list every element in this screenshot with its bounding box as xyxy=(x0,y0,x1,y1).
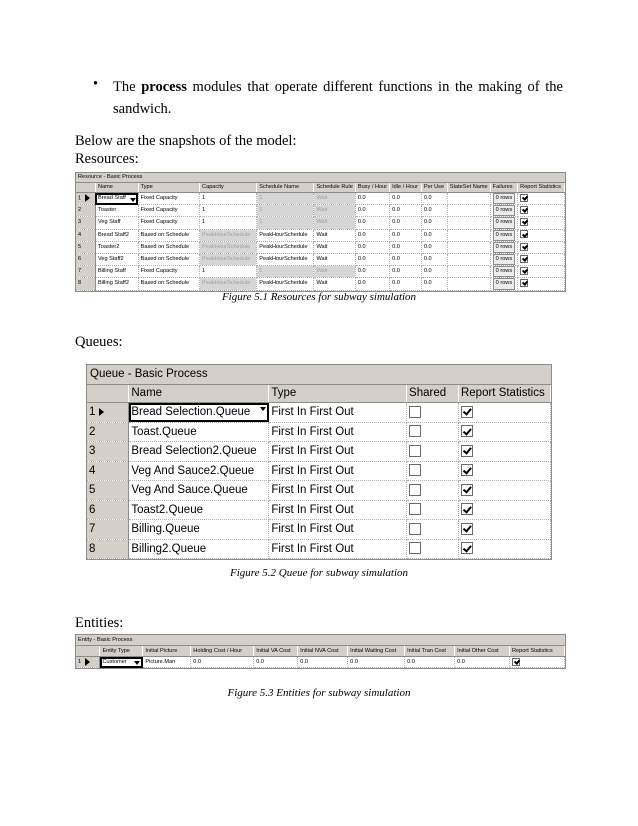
resource-row[interactable] xyxy=(76,254,565,266)
column-header[interactable]: Entity Type xyxy=(100,646,143,657)
cell-rule[interactable]: Wait xyxy=(314,278,355,290)
cell-rule[interactable]: Wait xyxy=(314,217,355,229)
cell-name[interactable]: Veg And Sauce2.Queue xyxy=(129,461,269,481)
cell-report-statistics[interactable] xyxy=(518,217,565,229)
column-header[interactable]: Schedule Rule xyxy=(314,183,355,193)
cell-busy[interactable]: 0.0 xyxy=(355,278,389,290)
cell-busy[interactable]: 0.0 xyxy=(355,254,389,266)
cell-shared[interactable] xyxy=(407,539,459,559)
cell-capacity[interactable]: 1 xyxy=(200,266,257,278)
row-number: 4 xyxy=(78,231,82,238)
report-statistics-checkbox[interactable] xyxy=(520,255,528,263)
row-number: 6 xyxy=(78,256,82,263)
cell-name[interactable]: Toast.Queue xyxy=(129,422,269,442)
cell-type[interactable]: Based on Schedule xyxy=(138,241,199,253)
queue-grid-title: Queue - Basic Process xyxy=(87,365,551,385)
column-header[interactable] xyxy=(87,385,129,403)
report-statistics-checkbox[interactable] xyxy=(520,279,528,287)
row-number: 5 xyxy=(89,484,96,496)
queue-row[interactable] xyxy=(87,403,551,423)
figure-5-1-caption: Figure 5.1 Resources for subway simulation xyxy=(221,291,417,303)
resource-table xyxy=(76,183,565,291)
row-header[interactable] xyxy=(76,254,95,266)
cell-stateset[interactable] xyxy=(447,266,490,278)
row-header[interactable] xyxy=(87,442,129,462)
cell-stateset[interactable] xyxy=(447,217,490,229)
dropdown-arrow-icon[interactable] xyxy=(130,198,136,202)
report-statistics-checkbox[interactable] xyxy=(512,658,520,666)
cell-holding[interactable]: 0.0 xyxy=(191,657,254,668)
cell-type[interactable]: First In First Out xyxy=(269,481,407,501)
column-header[interactable]: Busy / Hour xyxy=(355,183,389,193)
cell-failures[interactable] xyxy=(490,217,517,229)
cell-peruse[interactable]: 0.0 xyxy=(421,193,447,205)
cell-report-statistics[interactable] xyxy=(458,481,550,501)
cell-report-statistics[interactable] xyxy=(518,254,565,266)
row-number: 1 xyxy=(89,406,96,418)
row-header[interactable] xyxy=(76,217,95,229)
cell-idle[interactable]: 0.0 xyxy=(390,254,422,266)
column-header[interactable] xyxy=(76,183,95,193)
cell-idle[interactable]: 0.0 xyxy=(390,241,422,253)
cell-stateset[interactable] xyxy=(447,241,490,253)
cell-failures[interactable] xyxy=(490,193,517,205)
cell-busy[interactable]: 0.0 xyxy=(355,217,389,229)
row-number: 1 xyxy=(78,195,82,202)
cell-idle[interactable]: 0.0 xyxy=(390,205,422,217)
current-row-indicator-icon xyxy=(99,408,104,416)
cell-report-statistics[interactable] xyxy=(458,461,550,481)
column-header[interactable]: Failures xyxy=(490,183,517,193)
cell-capacity[interactable]: 1 xyxy=(200,193,257,205)
report-statistics-checkbox[interactable] xyxy=(461,542,473,554)
failures-rows-button[interactable]: 0 rows xyxy=(493,278,515,289)
queue-row[interactable] xyxy=(87,461,551,481)
cell-type[interactable]: First In First Out xyxy=(269,403,407,423)
resource-row[interactable] xyxy=(76,229,565,241)
cell-report-statistics[interactable] xyxy=(458,422,550,442)
column-header[interactable] xyxy=(76,646,100,657)
cell-name[interactable]: Bread Staff2 xyxy=(95,229,138,241)
cell-type[interactable]: First In First Out xyxy=(269,539,407,559)
cell-idle[interactable]: 0.0 xyxy=(390,229,422,241)
report-statistics-checkbox[interactable] xyxy=(461,406,473,418)
dropdown-arrow-icon[interactable] xyxy=(260,407,266,411)
cell-idle[interactable]: 0.0 xyxy=(390,217,422,229)
row-number: 7 xyxy=(78,268,82,275)
row-header[interactable] xyxy=(87,461,129,481)
column-header[interactable]: Type xyxy=(138,183,199,193)
cell-type[interactable]: Based on Schedule xyxy=(138,229,199,241)
cell-report-statistics[interactable] xyxy=(518,193,565,205)
cell-schedule[interactable]: PeakHourSchedule xyxy=(257,229,314,241)
cell-idle[interactable]: 0.0 xyxy=(390,278,422,290)
cell-peruse[interactable]: 0.0 xyxy=(421,217,447,229)
queue-row[interactable] xyxy=(87,520,551,540)
cell-rule[interactable]: Wait xyxy=(314,254,355,266)
cell-shared[interactable] xyxy=(407,403,459,423)
queue-row[interactable] xyxy=(87,422,551,442)
cell-name[interactable]: Veg Staff2 xyxy=(95,254,138,266)
column-header[interactable]: Name xyxy=(129,385,269,403)
cell-name[interactable]: Billing.Queue xyxy=(129,520,269,540)
cell-peruse[interactable]: 0.0 xyxy=(421,205,447,217)
report-statistics-checkbox[interactable] xyxy=(520,267,528,275)
column-header[interactable]: Type xyxy=(269,385,407,403)
queue-row[interactable] xyxy=(87,442,551,462)
resource-row[interactable] xyxy=(76,278,565,290)
cell-rule[interactable]: Wait xyxy=(314,229,355,241)
queue-row[interactable] xyxy=(87,500,551,520)
cell-schedule[interactable]: PeakHourSchedule xyxy=(257,254,314,266)
cell-type[interactable]: Based on Schedule xyxy=(138,278,199,290)
cell-rule[interactable]: Wait xyxy=(314,205,355,217)
cell-report-statistics[interactable] xyxy=(518,266,565,278)
resource-header-row xyxy=(76,183,565,193)
cell-type[interactable]: First In First Out xyxy=(269,500,407,520)
row-header[interactable] xyxy=(76,657,100,668)
cell-report-statistics[interactable] xyxy=(518,241,565,253)
cell-report-statistics[interactable] xyxy=(518,229,565,241)
queue-grid xyxy=(86,364,552,560)
column-header[interactable]: Initial Picture xyxy=(143,646,191,657)
row-header[interactable] xyxy=(76,193,95,205)
bullet-marker: • xyxy=(93,76,99,92)
shared-checkbox[interactable] xyxy=(409,445,421,457)
report-statistics-checkbox[interactable] xyxy=(520,194,528,202)
resource-row[interactable] xyxy=(76,217,565,229)
cell-schedule[interactable]: 1 xyxy=(257,266,314,278)
entity-header-row xyxy=(76,646,565,657)
queue-header-row xyxy=(87,385,551,403)
cell-peruse[interactable]: 0.0 xyxy=(421,241,447,253)
report-statistics-checkbox[interactable] xyxy=(461,445,473,457)
row-header[interactable] xyxy=(76,229,95,241)
shared-checkbox[interactable] xyxy=(409,542,421,554)
cell-rule[interactable]: Wait xyxy=(314,266,355,278)
row-header[interactable] xyxy=(76,266,95,278)
queue-row[interactable] xyxy=(87,539,551,559)
cell-name[interactable]: Bread Staff xyxy=(95,193,138,205)
cell-picture[interactable]: Picture.Man xyxy=(143,657,191,668)
cell-entity_type[interactable]: Customer xyxy=(100,657,143,668)
cell-schedule[interactable]: 1 xyxy=(257,205,314,217)
cell-schedule[interactable]: PeakHourSchedule xyxy=(257,241,314,253)
cell-report-statistics[interactable] xyxy=(458,442,550,462)
cell-type[interactable]: First In First Out xyxy=(269,442,407,462)
cell-schedule[interactable]: PeakHourSchedule xyxy=(257,278,314,290)
row-header[interactable] xyxy=(76,241,95,253)
figure-5-3-caption: Figure 5.3 Entities for subway simulation xyxy=(227,687,411,699)
cell-type[interactable]: Fixed Capacity xyxy=(138,217,199,229)
resource-row[interactable] xyxy=(76,205,565,217)
cell-capacity[interactable]: PeakHourSchedule xyxy=(200,278,257,290)
cell-shared[interactable] xyxy=(407,461,459,481)
cell-failures[interactable] xyxy=(490,254,517,266)
column-header[interactable]: Initial Tran Cost xyxy=(405,646,455,657)
report-statistics-checkbox[interactable] xyxy=(461,484,473,496)
column-header[interactable]: Initial VA Cost xyxy=(254,646,298,657)
entity-grid xyxy=(75,634,566,669)
row-header[interactable] xyxy=(87,539,129,559)
failures-rows-button[interactable]: 0 rows xyxy=(493,242,515,253)
failures-rows-button[interactable]: 0 rows xyxy=(493,193,515,204)
current-row-indicator-icon xyxy=(85,658,90,666)
cell-report-statistics[interactable] xyxy=(458,403,550,423)
row-number: 5 xyxy=(78,243,82,250)
cell-report-statistics[interactable] xyxy=(518,278,565,290)
cell-name[interactable]: Toaster xyxy=(95,205,138,217)
column-header[interactable]: Initial Other Cost xyxy=(455,646,510,657)
entities-heading: Entities: xyxy=(75,615,124,631)
cell-shared[interactable] xyxy=(407,481,459,501)
column-header[interactable]: Schedule Name xyxy=(257,183,314,193)
cell-stateset[interactable] xyxy=(447,205,490,217)
report-statistics-checkbox[interactable] xyxy=(461,464,473,476)
cell-type[interactable]: Fixed Capacity xyxy=(138,205,199,217)
cell-name[interactable]: Veg And Sauce.Queue xyxy=(129,481,269,501)
row-header[interactable] xyxy=(76,278,95,290)
report-statistics-checkbox[interactable] xyxy=(461,523,473,535)
row-header[interactable] xyxy=(87,422,129,442)
cell-type[interactable]: Fixed Capacity xyxy=(138,266,199,278)
dropdown-arrow-icon[interactable] xyxy=(134,661,140,665)
bullet-text-pre: The xyxy=(113,79,142,95)
cell-capacity[interactable]: PeakHourSchedule xyxy=(200,254,257,266)
cell-idle[interactable]: 0.0 xyxy=(390,266,422,278)
cell-type[interactable]: First In First Out xyxy=(269,422,407,442)
resource-row[interactable] xyxy=(76,241,565,253)
cell-busy[interactable]: 0.0 xyxy=(355,241,389,253)
column-header[interactable]: Shared xyxy=(407,385,459,403)
cell-shared[interactable] xyxy=(407,422,459,442)
row-header[interactable] xyxy=(87,481,129,501)
bullet-paragraph xyxy=(113,76,563,120)
bullet-text-post: modules that operate different functions in the making of the sandwich. xyxy=(113,79,563,117)
cell-stateset[interactable] xyxy=(447,193,490,205)
cell-shared[interactable] xyxy=(407,442,459,462)
cell-name[interactable]: Billing Staff2 xyxy=(95,278,138,290)
row-number: 8 xyxy=(78,280,82,287)
cell-report-statistics[interactable] xyxy=(458,500,550,520)
cell-failures[interactable] xyxy=(490,266,517,278)
cell-name[interactable]: Bread Selection2.Queue xyxy=(129,442,269,462)
report-statistics-checkbox[interactable] xyxy=(520,218,528,226)
cell-stateset[interactable] xyxy=(447,229,490,241)
row-number: 4 xyxy=(89,464,96,477)
cell-name[interactable]: Billing2.Queue xyxy=(129,539,269,559)
cell-name[interactable]: Toast2.Queue xyxy=(129,500,269,520)
cell-busy[interactable]: 0.0 xyxy=(355,266,389,278)
cell-waiting[interactable]: 0.0 xyxy=(348,657,405,668)
column-header[interactable]: Report Statistics xyxy=(518,183,565,193)
row-number: 6 xyxy=(89,503,96,516)
report-statistics-checkbox[interactable] xyxy=(461,503,473,515)
report-statistics-checkbox[interactable] xyxy=(461,425,473,437)
row-number: 7 xyxy=(89,523,96,535)
shared-checkbox[interactable] xyxy=(409,464,421,476)
shared-checkbox[interactable] xyxy=(409,406,421,418)
cell-report-statistics[interactable] xyxy=(458,539,550,559)
column-header[interactable]: Initial NVA Cost xyxy=(298,646,348,657)
cell-report-statistics[interactable] xyxy=(458,520,550,540)
intro-text: Below are the snapshots of the model: xyxy=(75,133,297,149)
cell-failures[interactable] xyxy=(490,205,517,217)
cell-failures[interactable] xyxy=(490,278,517,290)
shared-checkbox[interactable] xyxy=(409,523,421,535)
cell-report-statistics[interactable] xyxy=(510,657,565,668)
cell-capacity[interactable]: 1 xyxy=(200,217,257,229)
resource-row[interactable] xyxy=(76,193,565,205)
report-statistics-checkbox[interactable] xyxy=(520,230,528,238)
row-header[interactable] xyxy=(87,403,129,423)
cell-failures[interactable] xyxy=(490,229,517,241)
cell-failures[interactable] xyxy=(490,241,517,253)
shared-checkbox[interactable] xyxy=(409,503,421,515)
shared-checkbox[interactable] xyxy=(409,425,421,437)
row-header[interactable] xyxy=(76,205,95,217)
cell-idle[interactable]: 0.0 xyxy=(390,193,422,205)
queue-table xyxy=(87,385,551,559)
cell-stateset[interactable] xyxy=(447,278,490,290)
failures-rows-button[interactable]: 0 rows xyxy=(493,217,515,228)
cell-stateset[interactable] xyxy=(447,254,490,266)
cell-type[interactable]: Fixed Capacity xyxy=(138,193,199,205)
cell-schedule[interactable]: 1 xyxy=(257,217,314,229)
cell-peruse[interactable]: 0.0 xyxy=(421,254,447,266)
entity-row[interactable] xyxy=(76,657,565,668)
column-header[interactable]: StateSet Name xyxy=(447,183,490,193)
cell-shared[interactable] xyxy=(407,520,459,540)
column-header[interactable]: Capacity xyxy=(200,183,257,193)
cell-tran[interactable]: 0.0 xyxy=(405,657,455,668)
row-number: 2 xyxy=(89,425,96,438)
queue-row[interactable] xyxy=(87,481,551,501)
queues-heading: Queues: xyxy=(75,334,123,350)
resources-heading: Resources: xyxy=(75,151,139,167)
cell-type[interactable]: First In First Out xyxy=(269,461,407,481)
cell-capacity[interactable]: 1 xyxy=(200,205,257,217)
figure-5-2-caption: Figure 5.2 Queue for subway simulation xyxy=(229,567,409,579)
cell-busy[interactable]: 0.0 xyxy=(355,229,389,241)
row-number: 8 xyxy=(89,542,96,555)
entity-grid-title: Entity - Basic Process xyxy=(76,635,565,646)
column-header[interactable]: Holding Cost / Hour xyxy=(191,646,254,657)
failures-rows-button[interactable]: 0 rows xyxy=(493,266,515,277)
failures-rows-button[interactable]: 0 rows xyxy=(493,205,515,216)
cell-name[interactable]: Billing Staff xyxy=(95,266,138,278)
cell-nva[interactable]: 0.0 xyxy=(298,657,348,668)
column-header[interactable]: Per Use xyxy=(421,183,447,193)
resource-grid-title: Resource - Basic Process xyxy=(76,173,565,183)
cell-name[interactable]: Toaster2 xyxy=(95,241,138,253)
cell-name[interactable]: Bread Selection.Queue xyxy=(129,403,269,423)
cell-other[interactable]: 0.0 xyxy=(455,657,510,668)
row-header[interactable] xyxy=(87,520,129,540)
column-header[interactable]: Idle / Hour xyxy=(390,183,422,193)
cell-report-statistics[interactable] xyxy=(518,205,565,217)
report-statistics-checkbox[interactable] xyxy=(520,243,528,251)
cell-type[interactable]: Based on Schedule xyxy=(138,254,199,266)
cell-shared[interactable] xyxy=(407,500,459,520)
cell-peruse[interactable]: 0.0 xyxy=(421,229,447,241)
row-number: 2 xyxy=(78,207,82,214)
cell-name[interactable]: Veg Staff xyxy=(95,217,138,229)
column-header[interactable]: Report Statistics xyxy=(510,646,565,657)
row-number: 3 xyxy=(89,445,96,457)
entity-table xyxy=(76,646,565,668)
column-header[interactable]: Report Statistics xyxy=(458,385,550,403)
cell-peruse[interactable]: 0.0 xyxy=(421,266,447,278)
column-header[interactable]: Initial Waiting Cost xyxy=(348,646,405,657)
row-number: 3 xyxy=(78,219,82,226)
row-number: 1 xyxy=(78,659,82,665)
bullet-text-bold: process xyxy=(141,79,187,95)
cell-capacity[interactable]: PeakHourSchedule xyxy=(200,241,257,253)
resource-row[interactable] xyxy=(76,266,565,278)
current-row-indicator-icon xyxy=(85,194,90,202)
cell-busy[interactable]: 0.0 xyxy=(355,205,389,217)
cell-peruse[interactable]: 0.0 xyxy=(421,278,447,290)
report-statistics-checkbox[interactable] xyxy=(520,206,528,214)
cell-busy[interactable]: 0.0 xyxy=(355,193,389,205)
cell-type[interactable]: First In First Out xyxy=(269,520,407,540)
column-header[interactable]: Name xyxy=(95,183,138,193)
failures-rows-button[interactable]: 0 rows xyxy=(493,230,515,241)
cell-va[interactable]: 0.0 xyxy=(254,657,298,668)
resource-grid xyxy=(75,172,566,292)
failures-rows-button[interactable]: 0 rows xyxy=(493,254,515,265)
cell-rule[interactable]: Wait xyxy=(314,193,355,205)
cell-rule[interactable]: Wait xyxy=(314,241,355,253)
shared-checkbox[interactable] xyxy=(409,484,421,496)
row-header[interactable] xyxy=(87,500,129,520)
cell-schedule[interactable]: 1 xyxy=(257,193,314,205)
cell-capacity[interactable]: PeakHourSchedule xyxy=(200,229,257,241)
